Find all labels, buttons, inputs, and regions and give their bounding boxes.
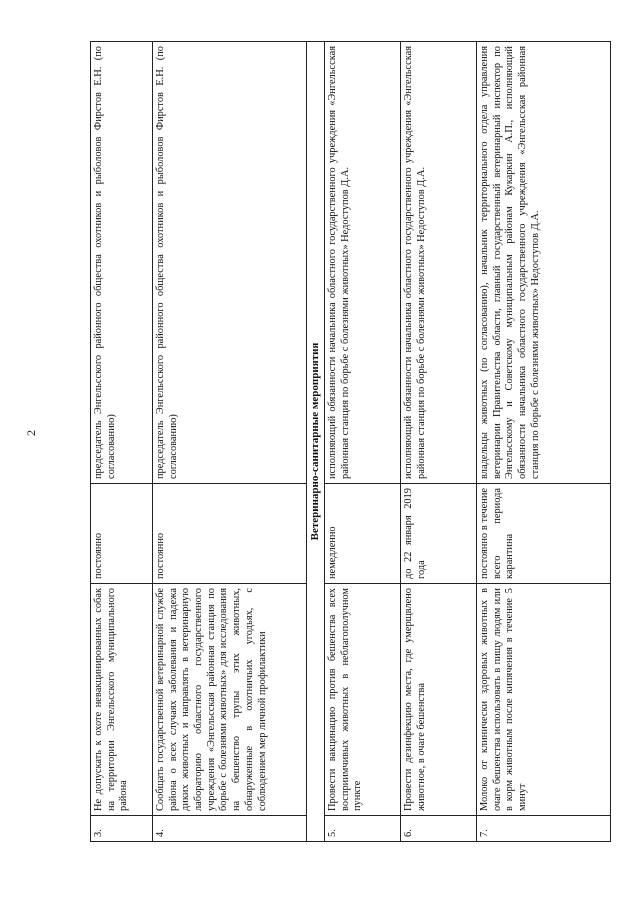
deadline: немедленно	[325, 484, 401, 584]
table-row	[91, 42, 153, 842]
responsible: исполняющий обязанности начальника областного государственного учреждения «Энгельсская районная станция по борьбе с болезнями животных» Недоступов Д.А.	[325, 42, 401, 484]
table-row	[477, 42, 611, 842]
measure-text: Не допускать к охоте невакцинированных собак на территории Энгельсского муниципального района	[91, 584, 153, 816]
row-number: 4.	[153, 816, 307, 842]
responsible: председатель Энгельсского районного общества охотников и рыболовов Фирстов Е.Н. (по согласованию)	[91, 42, 153, 484]
row-number: 5.	[325, 816, 401, 842]
section-header-row	[307, 42, 325, 842]
measure-text: Молоко от клинически здоровых животных в очаге бешенства использовать в пищу людям или в корм животным после кипячения в течение 5 минут	[477, 584, 611, 816]
responsible: владельцы животных (по согласованию), начальник территориального отдела управления ветеринарии Правительства области, главный государственный ветеринарный инспектор по Энгельсскому и Советскому муниципальным районам Кукаркин А.П., исполняющий обязанности начальника областного государственного учреждения «Энгельсская районная станция по борьбе с болезнями животных» Недоступов Д.А.	[477, 42, 611, 484]
measure-text: Сообщать государственной ветеринарной службе района о всех случаях заболевания и падежа диких животных и направлять в ветеринарную лабораторию областного государственного учреждения «Энгельсская районная станция по борьбе с болезнями животных» для исследования на бешенство трупы этих животных, обнаруженные в охотничьих угодьях, с соблюдением мер личной профилактики	[153, 584, 307, 816]
page-number: 2	[24, 430, 38, 436]
section-title: Ветеринарно-санитарные мероприятия	[307, 42, 325, 842]
deadline: постоянно в течение всего периода карантина	[477, 484, 611, 584]
deadline: до 22 января 2019 года	[401, 484, 477, 584]
responsible: председатель Энгельсского районного общества охотников и рыболовов Фирстов Е.Н. (по согласованию)	[153, 42, 307, 484]
measures-table	[90, 41, 611, 842]
measure-text: Провести вакцинацию против бешенства всех восприимчивых животных в неблагополучном пункте	[325, 584, 401, 816]
rotated-table-page	[90, 42, 610, 842]
responsible: исполняющий обязанности начальника областного государственного учреждения «Энгельсская районная станция по борьбе с болезнями животных» Недоступов Д.А.	[401, 42, 477, 484]
measure-text: Провести дезинфекцию места, где умерщвлено животное, в очаге бешенства	[401, 584, 477, 816]
row-number: 6.	[401, 816, 477, 842]
table-row	[401, 42, 477, 842]
row-number: 7.	[477, 816, 611, 842]
deadline: постоянно	[153, 484, 307, 584]
table-row	[325, 42, 401, 842]
deadline: постоянно	[91, 484, 153, 584]
table-row	[153, 42, 307, 842]
row-number: 3.	[91, 816, 153, 842]
